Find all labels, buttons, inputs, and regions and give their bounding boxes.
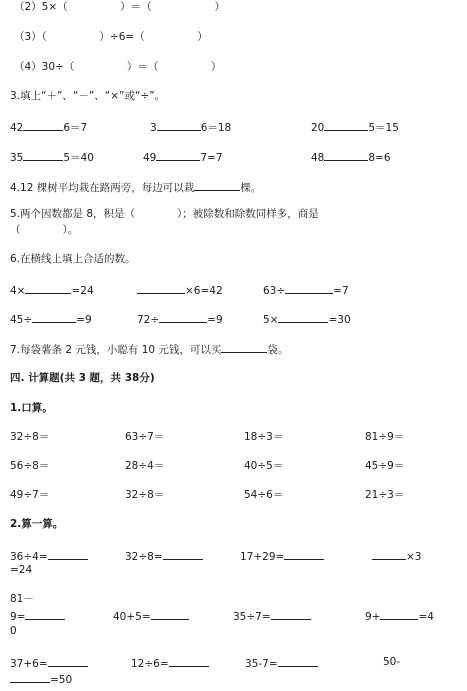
answer-blank[interactable] (10, 672, 50, 683)
q6-item: ×6=42 (137, 283, 223, 298)
answer-blank[interactable] (324, 150, 368, 161)
oral-item: 21÷3＝ (365, 489, 405, 501)
calc-item-wrap: 9= (10, 609, 65, 624)
calc-item-wrap: 0 (10, 625, 17, 637)
q3-item: 35 5＝40 (10, 152, 94, 164)
q6-item: 63÷ =7 (263, 285, 349, 297)
fill-line-2: （2）5×（ ）＝（ ） (14, 1, 226, 13)
q6-title: 6.在横线上填上合适的数。 (10, 253, 136, 265)
oral-item: 18÷3＝ (244, 431, 284, 443)
q3-item: 3 6＝18 (150, 122, 232, 134)
fill-line-4: （4）30÷（ ）＝（ ） (14, 61, 222, 73)
answer-blank[interactable] (278, 312, 328, 323)
calc-item: 9+ =4 (365, 611, 434, 623)
oral-item: 32÷8＝ (125, 489, 165, 501)
answer-blank[interactable] (194, 180, 240, 191)
q3-item: 49 7=7 (143, 152, 223, 164)
calc-item: 36÷4= (10, 549, 88, 564)
calc-item: 35-7= (245, 656, 318, 671)
calc-item: 50- (383, 656, 401, 668)
answer-blank[interactable] (221, 342, 267, 353)
oral-item: 40÷5＝ (244, 460, 284, 472)
answer-blank[interactable] (380, 609, 418, 620)
calc-item: 35÷7= (233, 609, 311, 624)
oral-item: 54÷6＝ (244, 489, 284, 501)
oral-item: 45÷9＝ (365, 460, 405, 472)
q5-line-1: 5.两个因数都是 8，积是（ ）；被除数和除数同样多，商是 (10, 208, 319, 220)
q3-item: 48 8=6 (311, 152, 391, 164)
answer-blank[interactable] (23, 150, 63, 161)
calc-item: ×3 (372, 549, 421, 564)
q5-line-2: （ ）。 (10, 224, 79, 236)
calc-item: 37+6= (10, 656, 88, 671)
answer-blank[interactable] (284, 549, 324, 560)
answer-blank[interactable] (285, 283, 333, 294)
answer-blank[interactable] (169, 656, 209, 667)
answer-blank[interactable] (156, 150, 200, 161)
q3-title: 3.填上“＋”、“－”、“×”或“÷”。 (10, 90, 166, 102)
calc-title: 2.算一算。 (10, 518, 64, 530)
q7-question: 7.每袋薯条 2 元钱，小聪有 10 元钱，可以买 袋。 (10, 344, 289, 356)
oral-item: 56÷8＝ (10, 460, 50, 472)
oral-item: 63÷7＝ (125, 431, 165, 443)
calc-item: 81－ (10, 593, 34, 605)
answer-blank[interactable] (163, 549, 203, 560)
answer-blank[interactable] (25, 283, 71, 294)
fill-line-3: （3）（ ）÷6=（ ） (14, 31, 208, 43)
oral-title: 1.口算。 (10, 402, 53, 414)
calc-item: 17+29= (240, 549, 324, 564)
q6-item: 5× =30 (263, 314, 351, 326)
oral-item: 32÷8＝ (10, 431, 50, 443)
q6-item: 72÷ =9 (137, 314, 223, 326)
answer-blank[interactable] (151, 609, 189, 620)
answer-blank[interactable] (157, 120, 201, 131)
answer-blank[interactable] (32, 312, 76, 323)
answer-blank[interactable] (25, 609, 65, 620)
answer-blank[interactable] (137, 283, 185, 294)
answer-blank[interactable] (372, 549, 406, 560)
calc-item: 12÷6= (131, 656, 209, 671)
section-title: 四. 计算题(共 3 题，共 38分) (10, 372, 155, 384)
q3-item: 20 5＝15 (311, 122, 399, 134)
oral-item: 81÷9＝ (365, 431, 405, 443)
calc-item: 32÷8= (125, 549, 203, 564)
answer-blank[interactable] (23, 120, 63, 131)
calc-item: 40+5= (113, 609, 189, 624)
answer-blank[interactable] (159, 312, 207, 323)
q3-item: 42 6＝7 (10, 122, 88, 134)
answer-blank[interactable] (271, 609, 311, 620)
oral-item: 49÷7＝ (10, 489, 50, 501)
q4-question: 4.12 棵树平均栽在路两旁，每边可以栽 棵。 (10, 182, 262, 194)
answer-blank[interactable] (278, 656, 318, 667)
q6-item: 4× =24 (10, 285, 94, 297)
answer-blank[interactable] (324, 120, 368, 131)
answer-blank[interactable] (48, 549, 88, 560)
answer-blank[interactable] (48, 656, 88, 667)
oral-item: 28÷4＝ (125, 460, 165, 472)
calc-item-wrap: =50 (10, 672, 72, 687)
q6-item: 45÷ =9 (10, 314, 92, 326)
calc-item-wrap: =24 (10, 564, 33, 576)
